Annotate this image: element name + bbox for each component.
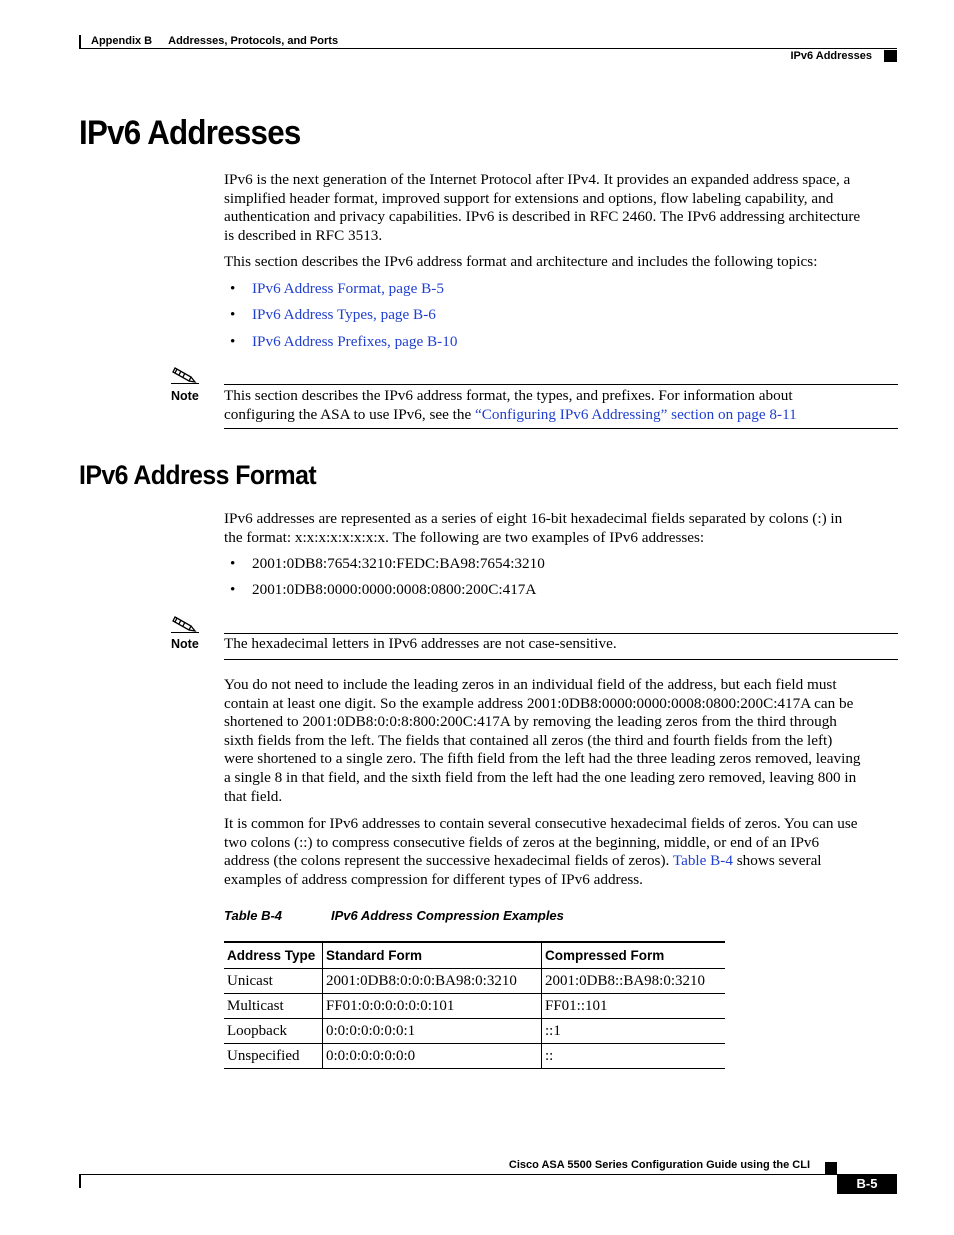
table-caption-title: IPv6 Address Compression Examples <box>331 908 564 923</box>
table-cell: ::1 <box>542 1019 726 1044</box>
note-top-rule <box>224 633 898 634</box>
column-header: Standard Form <box>323 942 542 969</box>
topic-item <box>230 306 436 325</box>
topic-link-address-format[interactable]: IPv6 Address Format, page B-5 <box>252 280 444 297</box>
leading-zeros-paragraph <box>224 676 896 806</box>
text-line: shortened to 2001:0DB8:0:0:8:800:200C:417A by removing the leading zeros from the third through <box>224 713 837 731</box>
text-line: two colons (::) to compress consecutive fields of zeros at the beginning, middle, or end of an IPv6 <box>224 833 820 851</box>
table-row <box>224 1044 725 1069</box>
text-line: is described in RFC 3513. <box>224 226 383 244</box>
intro-paragraph <box>224 171 896 245</box>
footer-rule <box>79 1174 837 1175</box>
example-item <box>230 581 536 600</box>
text-line: authentication and privacy capabilities. IPv6 is described in RFC 2460. The IPv6 addressing architecture <box>224 208 861 226</box>
table-cell: :: <box>542 1044 726 1069</box>
table-ref-link[interactable]: Table B-4 <box>672 852 733 870</box>
bullet: • <box>230 555 236 572</box>
text-line <box>224 406 896 425</box>
table-cell: 2001:0DB8:0:0:0:BA98:0:3210 <box>323 969 542 994</box>
table-cell: Unicast <box>224 969 323 994</box>
section-title-ipv6-addresses: IPv6 Addresses <box>79 114 301 152</box>
text-line: contain at least one digit. So the example address 2001:0DB8:0000:0000:0008:0800:200C:417A can be <box>224 694 854 712</box>
note-bottom-rule <box>224 428 898 429</box>
header-appendix: Appendix B <box>91 35 153 47</box>
ipv6-compression-table <box>224 941 725 1069</box>
example-item <box>230 555 545 574</box>
table-row <box>224 1019 725 1044</box>
topic-link-address-types[interactable]: IPv6 Address Types, page B-6 <box>252 306 436 323</box>
header-section: IPv6 Addresses <box>790 50 872 62</box>
note-pencil-icon <box>170 613 200 633</box>
table-header-row <box>224 942 725 969</box>
footer-marker <box>825 1162 837 1174</box>
section-title-ipv6-address-format: IPv6 Address Format <box>79 460 317 490</box>
text-line: This section describes the IPv6 address format, the types, and prefixes. For information about <box>224 387 793 404</box>
topic-item <box>230 333 457 352</box>
text-line: were shortened to a single zero. The fifth field from the left had the three leading zeros removed, leaving <box>224 750 861 768</box>
bullet: • <box>230 581 236 598</box>
header-marker <box>884 50 897 62</box>
column-header: Address Type <box>224 942 323 969</box>
note-label: Note <box>171 637 199 651</box>
text-line <box>224 852 896 871</box>
running-header-left <box>91 35 338 47</box>
table-cell: 2001:0DB8::BA98:0:3210 <box>542 969 726 994</box>
text-line: It is common for IPv6 addresses to contain several consecutive hexadecimal fields of zeros. You can use <box>224 815 858 832</box>
header-rule <box>79 48 897 49</box>
format-paragraph <box>224 510 896 547</box>
note-text-prefix: configuring the ASA to use IPv6, see the <box>224 405 475 423</box>
header-left-rule <box>79 35 81 49</box>
table-cell: 0:0:0:0:0:0:0:0 <box>323 1044 542 1069</box>
text-line: the format: x:x:x:x:x:x:x:x. The following are two examples of IPv6 addresses: <box>224 528 705 546</box>
page-number: B-5 <box>837 1174 897 1194</box>
table-cell: Loopback <box>224 1019 323 1044</box>
table-cell: Unspecified <box>224 1044 323 1069</box>
compression-paragraph <box>224 815 896 889</box>
note-link-configuring-ipv6[interactable]: “Configuring IPv6 Addressing” section on page 8-11 <box>475 405 797 423</box>
bullet: • <box>230 306 236 323</box>
bullet: • <box>230 280 236 297</box>
example-address: 2001:0DB8:0000:0000:0008:0800:200C:417A <box>252 581 537 598</box>
table-cell: 0:0:0:0:0:0:0:1 <box>323 1019 542 1044</box>
table-row <box>224 969 725 994</box>
text-line: simplified header format, improved support for extensions and options, flow labeling capability, and <box>224 189 834 207</box>
table-cell: Multicast <box>224 994 323 1019</box>
footer-left-rule <box>79 1174 81 1188</box>
bullet: • <box>230 333 236 350</box>
example-address: 2001:0DB8:7654:3210:FEDC:BA98:7654:3210 <box>252 555 545 572</box>
table-row <box>224 994 725 1019</box>
note-top-rule <box>224 384 898 385</box>
text-line: a single 8 in that field, and the sixth field from the left had the one leading zero removed, leaving 800 in <box>224 768 857 786</box>
table-caption-number: Table B-4 <box>224 908 283 923</box>
text-line: examples of address compression for different types of IPv6 address. <box>224 870 643 888</box>
topic-item <box>230 280 444 299</box>
text-suffix: shows several <box>732 852 822 870</box>
text-line: sixth fields from the left. The fields that contained all zeros (the third and fourth fields from the left) <box>224 731 833 749</box>
topic-link-address-prefixes[interactable]: IPv6 Address Prefixes, page B-10 <box>252 333 458 350</box>
note-label: Note <box>171 389 199 403</box>
topics-intro-paragraph: This section describes the IPv6 address format and architecture and includes the following topics: <box>224 253 818 270</box>
header-chapter: Addresses, Protocols, and Ports <box>168 35 339 47</box>
table-cell: FF01::101 <box>542 994 726 1019</box>
text-line: You do not need to include the leading zeros in an individual field of the address, but each field must <box>224 676 837 693</box>
column-header: Compressed Form <box>542 942 726 969</box>
table-cell: FF01:0:0:0:0:0:0:101 <box>323 994 542 1019</box>
note-pencil-icon <box>170 364 200 384</box>
text-prefix: address (the colons represent the successive hexadecimal fields of zeros). <box>224 852 673 870</box>
note-text: The hexadecimal letters in IPv6 addresses are not case-sensitive. <box>224 635 617 652</box>
note-text <box>224 387 896 424</box>
text-line: that field. <box>224 787 283 805</box>
footer-guide-title: Cisco ASA 5500 Series Configuration Guide using the CLI <box>508 1159 810 1171</box>
text-line: IPv6 is the next generation of the Internet Protocol after IPv4. It provides an expanded address space, a <box>224 171 851 188</box>
note-bottom-rule <box>224 659 898 660</box>
text-line: IPv6 addresses are represented as a series of eight 16-bit hexadecimal fields separated by colons (:) in <box>224 510 843 527</box>
